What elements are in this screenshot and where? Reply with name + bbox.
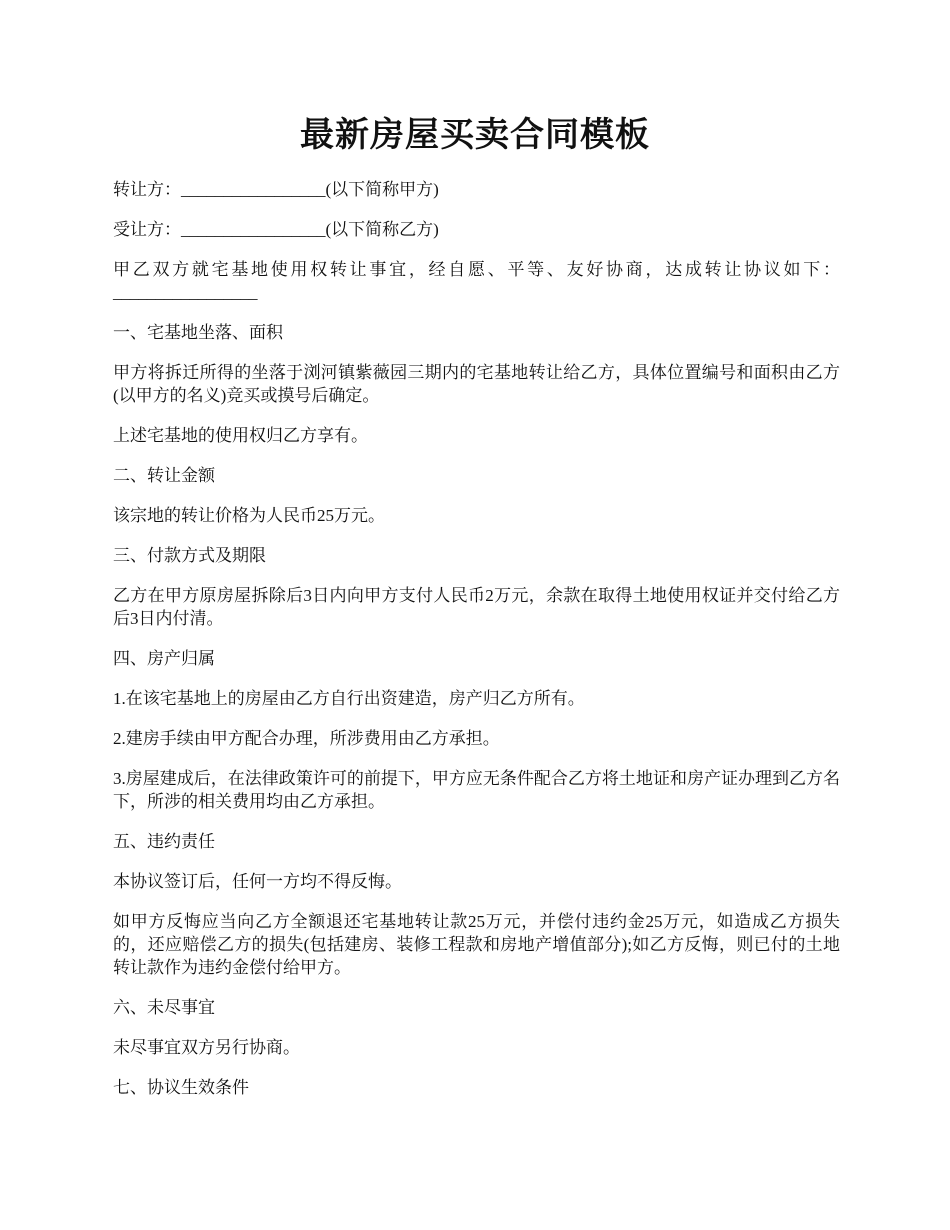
section-1-paragraph-2: 上述宅基地的使用权归乙方享有。 (113, 426, 368, 445)
section-3-paragraph-1: 乙方在甲方原房屋拆除后3日内向甲方支付人民币2万元，余款在取得土地使用权证并交付给乙方后3日内付清。 (113, 586, 840, 628)
section-heading-1: 一、宅基地坐落、面积 (113, 323, 283, 342)
section-5-paragraph-1: 本协议签订后，任何一方均不得反悔。 (113, 872, 402, 891)
section-5-paragraph-2: 如甲方反悔应当向乙方全额退还宅基地转让款25万元，并偿付违约金25万元，如造成乙方损失的，还应赔偿乙方的损失(包括建房、装修工程款和房地产增值部分);如乙方反悔，则已付的土地转让款作为违约金偿付给甲方。 (113, 912, 840, 977)
transferor-line: 转让方：_________________(以下简称甲方) (113, 180, 439, 199)
section-heading-5: 五、违约责任 (113, 832, 215, 851)
section-6-paragraph-1: 未尽事宜双方另行协商。 (113, 1038, 300, 1057)
section-2-paragraph-1: 该宗地的转让价格为人民币25万元。 (113, 506, 385, 525)
section-heading-3: 三、付款方式及期限 (113, 546, 266, 565)
section-4-item-3: 3.房屋建成后，在法律政策许可的前提下，甲方应无条件配合乙方将土地证和房产证办理到乙方名下，所涉的相关费用均由乙方承担。 (113, 769, 840, 811)
preamble-paragraph: 甲乙双方就宅基地使用权转让事宜，经自愿、平等、友好协商，达成转让协议如下：_________________ (113, 260, 840, 302)
section-heading-2: 二、转让金额 (113, 466, 215, 485)
section-1-paragraph-1: 甲方将拆迁所得的坐落于浏河镇紫薇园三期内的宅基地转让给乙方，具体位置编号和面积由乙方(以甲方的名义)竞买或摸号后确定。 (113, 363, 840, 405)
document-title: 最新房屋买卖合同模板 (300, 117, 650, 154)
section-4-item-1: 1.在该宅基地上的房屋由乙方自行出资建造，房产归乙方所有。 (113, 689, 585, 708)
section-heading-6: 六、未尽事宜 (113, 998, 215, 1017)
transferee-line: 受让方：_________________(以下简称乙方) (113, 220, 439, 239)
section-4-item-2: 2.建房手续由甲方配合办理，所涉费用由乙方承担。 (113, 729, 500, 748)
document-body (113, 178, 840, 1116)
section-heading-4: 四、房产归属 (113, 649, 215, 668)
section-heading-7: 七、协议生效条件 (113, 1078, 249, 1097)
